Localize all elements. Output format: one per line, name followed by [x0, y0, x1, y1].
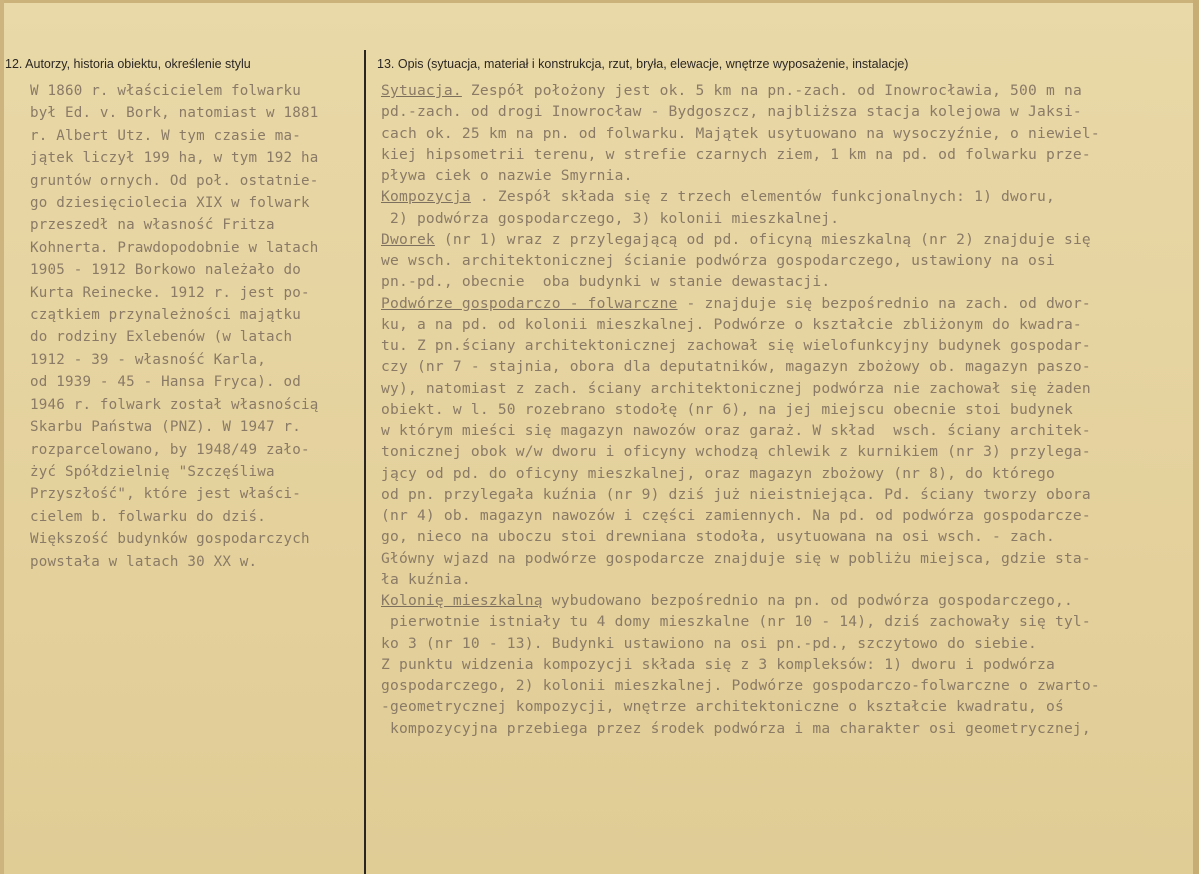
description-text: pn.-pd., obecnie oba budynki w stanie dewastacji.: [381, 273, 831, 291]
description-text-line: [381, 123, 1100, 144]
description-text-line: [381, 484, 1100, 505]
description-text-line: [381, 441, 1100, 462]
description-text-block: [381, 80, 1100, 739]
history-text-line: rozparcelowano, by 1948/49 zało-: [30, 441, 310, 458]
history-text-line: od 1939 - 45 - Hansa Fryca). od: [30, 374, 301, 391]
description-text: -geometrycznej kompozycji, wnętrze architektoniczne o kształcie kwadratu, oś: [381, 698, 1064, 716]
description-text-line: [381, 654, 1100, 675]
description-text: kompozycyjna przebiega przez środek podwórza i ma charakter osi geometrycznej,: [381, 719, 1091, 737]
history-text-line: W 1860 r. właścicielem folwarku: [30, 83, 301, 99]
description-text: obiekt. w l. 50 rozebrano stodołę (nr 6), na jej miejscu obecnie stoi budynek: [381, 400, 1073, 418]
description-text-line: [381, 378, 1100, 399]
history-text-line: 1946 r. folwark został własnością: [30, 396, 319, 413]
history-text-line: do rodziny Exlebenów (w latach: [30, 329, 293, 346]
description-text-line: [381, 229, 1100, 250]
history-text-line: 1905 - 1912 Borkowo należało do: [30, 262, 301, 279]
description-text-line: [381, 165, 1100, 186]
history-text-line: cielem b. folwarku do dziś.: [30, 508, 267, 525]
paper-edge-right: [1193, 0, 1199, 874]
description-text: ko 3 (nr 10 - 13). Budynki ustawiono na osi pn.-pd., szczytowo do siebie.: [381, 634, 1037, 652]
description-text: jący od pd. do oficyny mieszkalnej, oraz magazyn zbożowy (nr 8), do którego: [381, 464, 1055, 482]
description-text-line: [381, 356, 1100, 377]
history-text-line: Kohnerta. Prawdopodobnie w latach: [30, 239, 319, 256]
description-text: cach ok. 25 km na pn. od folwarku. Majątek usytuowano na wysoczyźnie, o niewiel-: [381, 124, 1100, 142]
history-text-line: Większość budynków gospodarczych: [30, 531, 310, 548]
history-text-line: Przyszłość", które jest właści-: [30, 486, 301, 503]
history-text-line: r. Albert Utz. W tym czasie ma-: [30, 127, 301, 144]
description-text: pływa ciek o nazwie Smyrnia.: [381, 167, 633, 184]
history-text-line: Skarbu Państwa (PNZ). W 1947 r.: [30, 419, 301, 436]
section-13-heading: 13. Opis (sytuacja, materiał i konstrukcja, rzut, bryła, elewacje, wnętrze wyposażenie, instalacje): [377, 57, 909, 71]
history-text-block: [30, 80, 318, 573]
history-text-line: go dziesięciolecia XIX w folwark: [30, 195, 310, 212]
description-text: go, nieco na uboczu stoi drewniana stodoła, usytuowana na osi wsch. - zach.: [381, 528, 1055, 546]
section-label: Dworek: [381, 230, 435, 248]
description-text-line: [381, 505, 1100, 526]
description-text: Zespół położony jest ok. 5 km na pn.-zach. od Inowrocławia, 500 m na: [461, 82, 1082, 99]
section-label: Kolonię mieszkalną: [381, 592, 543, 609]
description-text-line: [381, 675, 1100, 696]
description-text-line: [381, 250, 1100, 271]
history-text-line: 1912 - 39 - własność Karla,: [30, 351, 267, 368]
section-label: Kompozycja: [381, 188, 471, 206]
description-text-line: [381, 718, 1100, 739]
description-text-line: [381, 463, 1100, 484]
description-text: ku, a na pd. od kolonii mieszkalnej. Podwórze o kształcie zbliżonym do kwadra-: [381, 315, 1082, 333]
description-text-line: [381, 611, 1100, 632]
history-text-line: był Ed. v. Bork, natomiast w 1881: [30, 105, 319, 122]
section-12-heading: 12. Autorzy, historia obiektu, określenie stylu: [5, 57, 251, 71]
description-text: kiej hipsometrii terenu, w strefie czarnych ziem, 1 km na pd. od folwarku prze-: [381, 145, 1091, 163]
description-text-line: [381, 526, 1100, 547]
description-text: ła kuźnia.: [381, 570, 471, 588]
description-text-line: [381, 590, 1100, 611]
description-text: pierwotnie istniały tu 4 domy mieszkalne (nr 10 - 14), dziś zachowały się tyl-: [381, 613, 1091, 631]
description-text: (nr 1) wraz z przylegającą od pd. oficyną mieszkalną (nr 2) znajduje się: [434, 230, 1091, 248]
description-text: od pn. przylegała kuźnia (nr 9) dziś już nieistniejąca. Pd. ściany tworzy obora: [381, 485, 1091, 503]
history-text-line: Kurta Reinecke. 1912 r. jest po-: [30, 284, 310, 301]
description-text: - znajduje się bezpośrednio na zach. od dwor-: [677, 294, 1091, 312]
section-label: Sytuacja.: [381, 82, 462, 99]
paper-edge-top: [0, 0, 1199, 3]
description-text-line: [381, 548, 1100, 569]
history-text-line: czątkiem przynależności majątku: [30, 307, 301, 324]
paper-edge-left: [0, 0, 4, 874]
description-text-line: [381, 569, 1100, 590]
description-text-line: [381, 335, 1100, 356]
description-text-line: [381, 399, 1100, 420]
description-text-line: [381, 144, 1100, 165]
description-text-line: [381, 208, 1100, 229]
description-text: 2) podwórza gospodarczego, 3) kolonii mieszkalnej.: [381, 209, 840, 227]
section-label: Podwórze gospodarczo - folwarczne: [381, 294, 678, 312]
description-text: . Zespół składa się z trzech elementów funkcjonalnych: 1) dworu,: [470, 188, 1055, 206]
description-text: Główny wjazd na podwórze gospodarcze znajduje się w pobliżu miejsca, gdzie sta-: [381, 549, 1091, 567]
description-text-line: [381, 186, 1100, 207]
description-text-line: [381, 420, 1100, 441]
description-text: Z punktu widzenia kompozycji składa się z 3 kompleksów: 1) dworu i podwórza: [381, 655, 1055, 673]
description-text: wybudowano bezpośrednio na pn. od podwórza gospodarczego,.: [542, 592, 1073, 609]
history-text-line: powstała w latach 30 XX w.: [30, 553, 258, 570]
column-divider: [364, 50, 366, 874]
history-text-line: jątek liczył 199 ha, w tym 192 ha: [30, 150, 319, 167]
description-text-line: [381, 633, 1100, 654]
history-text-line: gruntów ornych. Od poł. ostatnie-: [30, 172, 319, 189]
description-text: we wsch. architektonicznej ścianie podwórza gospodarczego, ustawiony na osi: [381, 252, 1055, 269]
description-text-line: [381, 293, 1100, 314]
history-text-line: żyć Spółdzielnię "Szczęśliwa: [30, 463, 275, 480]
description-text-line: [381, 80, 1100, 101]
description-text: tonicznej obok w/w dworu i oficyny wchodzą chlewik z kurnikiem (nr 3) przylega-: [381, 443, 1091, 461]
description-text-line: [381, 271, 1100, 292]
description-text: pd.-zach. od drogi Inowrocław - Bydgoszcz, najbliższa stacja kolejowa w Jaksi-: [381, 103, 1082, 121]
description-text: wy), natomiast z zach. ściany architektonicznej podwórza nie zachował się żaden: [381, 379, 1091, 397]
description-text: w którym mieści się magazyn nawozów oraz garaż. W skład wsch. ściany architek-: [381, 422, 1091, 439]
description-text: gospodarczego, 2) kolonii mieszkalnej. Podwórze gospodarczo-folwarczne o zwarto-: [381, 677, 1100, 694]
description-text: tu. Z pn.ściany architektonicznej zachował się wielofunkcyjny budynek gospodar-: [381, 337, 1091, 354]
description-text: czy (nr 7 - stajnia, obora dla deputatników, magazyn zbożowy ob. magazyn paszo-: [381, 358, 1091, 376]
description-text: (nr 4) ob. magazyn nawozów i części zamiennych. Na pd. od podwórza gospodarcze-: [381, 507, 1091, 524]
description-text-line: [381, 696, 1100, 717]
history-text-line: przeszedł na własność Fritza: [30, 217, 275, 234]
description-text-line: [381, 101, 1100, 122]
description-text-line: [381, 314, 1100, 335]
